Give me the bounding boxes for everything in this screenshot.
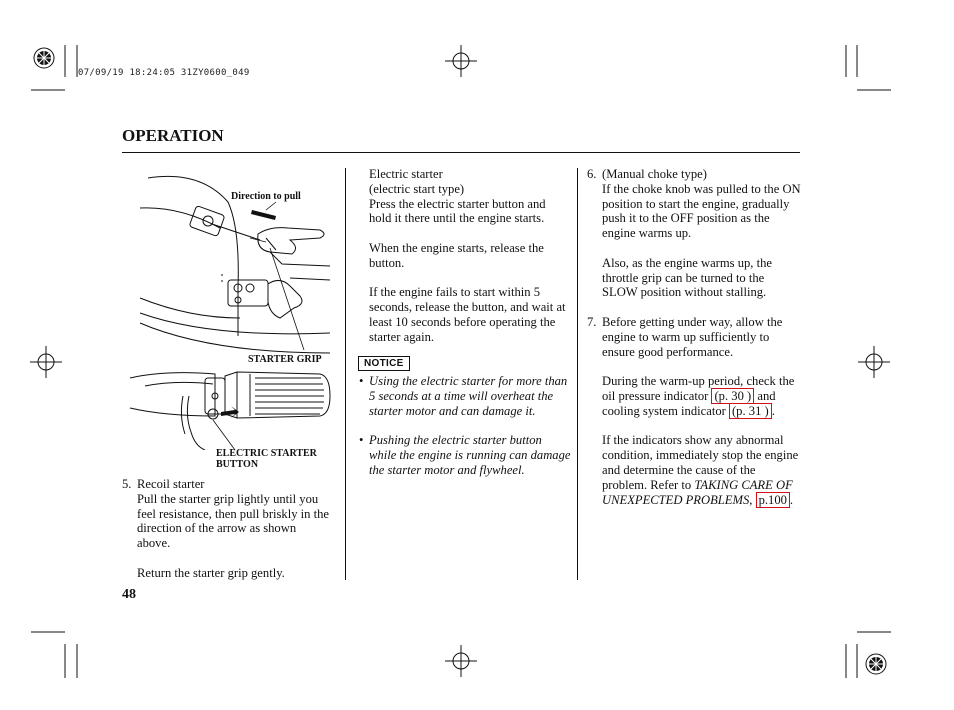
registration-mark-bottom xyxy=(445,645,477,677)
oil-pressure-indicator-link[interactable]: (p. 30 ) xyxy=(711,388,754,404)
step-7-body: Before getting under way, allow the engine to warm up sufficiently to ensure good performance. xyxy=(602,314,783,359)
unexpected-problems-link[interactable]: p.100 xyxy=(756,492,790,508)
warmup-text-2: and cooling system indicator xyxy=(602,388,776,418)
step-5-body: Pull the starter grip lightly until you feel resistance, then pull briskly in the direction of the arrow as shown above. xyxy=(137,491,329,551)
column-divider-1 xyxy=(345,168,346,580)
step-7-number: 7. xyxy=(587,314,597,329)
notice-bullet-2: • Pushing the electric starter button while the engine is running can damage the starter motor and flywheel. xyxy=(359,433,571,477)
starter-grip-label: STARTER GRIP xyxy=(248,354,322,365)
electric-starter-para-2: When the engine starts, release the button. xyxy=(369,240,544,270)
step-5-title: Recoil starter xyxy=(137,477,205,491)
print-timestamp: 07/09/19 18:24:05 31ZY0600_049 xyxy=(78,68,250,78)
step-6 xyxy=(587,167,802,300)
column-divider-2 xyxy=(577,168,578,580)
step-6-body: If the choke knob was pulled to the ON position to start the engine, gradually push it to the OFF position as the engine warms up. xyxy=(602,181,801,241)
direction-to-pull-label: Direction to pull xyxy=(231,191,301,202)
electric-starter-heading: Electric starter xyxy=(369,167,443,181)
step-5-return: Return the starter grip gently. xyxy=(137,565,285,580)
notice-badge: NOTICE xyxy=(358,356,410,371)
column-3-text xyxy=(587,167,802,507)
electric-starter-para-1: Press the electric starter button and hold it there until the engine starts. xyxy=(369,196,546,226)
electric-starter-label-line1: ELECTRIC STARTER xyxy=(216,448,317,459)
section-title: OPERATION xyxy=(122,126,224,145)
step-6-title: (Manual choke type) xyxy=(602,167,707,181)
electric-starter-para-3: If the engine fails to start within 5 seconds, release the button, and wait at least 10 seconds before operating the starter again. xyxy=(369,285,566,344)
starburst-mark-bottom-right xyxy=(866,654,886,674)
warmup-text-3: . xyxy=(771,403,775,418)
warmup-text-1: During the warm-up period, check the oil pressure indicator xyxy=(602,374,795,403)
step-6-also: Also, as the engine warms up, the throttle grip can be turned to the SLOW position without stalling. xyxy=(602,255,772,300)
step-5-number: 5. xyxy=(122,477,132,491)
starburst-mark-top-left xyxy=(34,48,54,68)
notice-bullets xyxy=(359,374,571,478)
step-6-number: 6. xyxy=(587,167,597,181)
step-5 xyxy=(122,477,332,581)
cooling-system-indicator-link[interactable]: (p. 31 ) xyxy=(729,403,772,419)
indicators-end: . xyxy=(789,492,794,507)
electric-starter-button-label xyxy=(216,448,317,470)
notice-bullet-1-text: Using the electric starter for more than 5 seconds at a time will overheat the starter motor and can damage it. xyxy=(369,374,568,418)
column-1-text xyxy=(122,477,332,581)
page-number: 48 xyxy=(122,587,136,602)
warmup-paragraph xyxy=(602,374,802,418)
registration-mark-top xyxy=(445,45,477,77)
indicators-text: If the indicators show any abnormal condition, immediately stop the engine and determine the cause of the problem. Refer to xyxy=(602,433,799,492)
electric-starter-button-illustration xyxy=(125,366,340,450)
registration-mark-left xyxy=(30,346,62,378)
notice-bullet-1: • Using the electric starter for more than 5 seconds at a time will overheat the starter motor and can damage it. xyxy=(359,374,568,418)
electric-starter-label-line2: BUTTON xyxy=(216,459,259,470)
indicators-comma: , xyxy=(749,492,753,507)
step-7 xyxy=(587,315,802,507)
column-2-text xyxy=(369,167,569,345)
electric-start-type: (electric start type) xyxy=(369,181,465,196)
notice-bullet-2-text: Pushing the electric starter button while the engine is running can damage the starter motor and flywheel. xyxy=(369,433,571,477)
header-rule xyxy=(122,152,800,153)
registration-mark-right xyxy=(858,346,890,378)
indicators-section-name: TAKING CARE OF UNEXPECTED PROBLEMS xyxy=(602,477,793,507)
indicators-paragraph xyxy=(602,433,802,507)
